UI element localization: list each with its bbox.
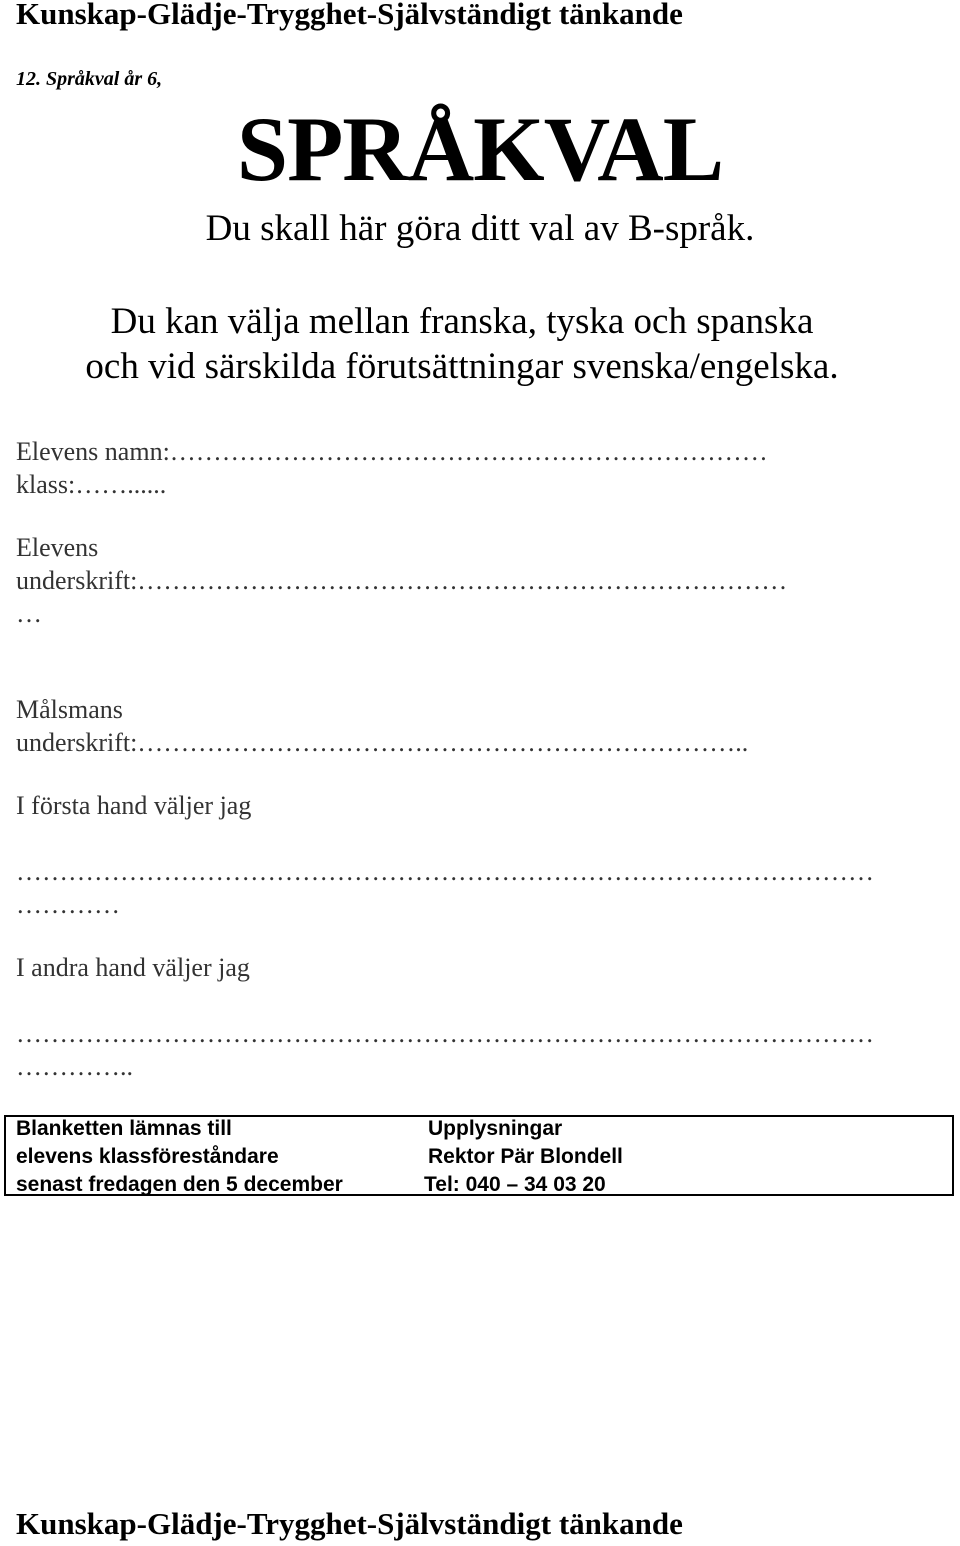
class-field[interactable]: klass:……......	[16, 470, 167, 499]
second-choice-field[interactable]: ………………………………………………………………………………………	[16, 1019, 874, 1048]
submit-info-line-1: Blanketten lämnas till	[16, 1117, 232, 1140]
student-signature-continuation: …	[16, 599, 42, 628]
submit-info-line-2: elevens klassföreståndare	[16, 1145, 279, 1168]
student-signature-label: Elevens	[16, 533, 99, 562]
second-choice-label: I andra hand väljer jag	[16, 953, 250, 982]
document-reference: 12. Språkval år 6,	[16, 68, 163, 90]
contact-info-line-1: Upplysningar	[428, 1117, 563, 1140]
motto-header: Kunskap-Glädje-Trygghet-Självständigt tänkande	[16, 0, 683, 31]
subtitle: Du skall här göra ditt val av B-språk.	[205, 208, 755, 249]
page-title: SPRÅKVAL	[236, 98, 724, 200]
contact-info-line-3: Tel: 040 – 34 03 20	[424, 1173, 606, 1196]
guardian-signature-label: Målsmans	[16, 695, 123, 724]
student-signature-field[interactable]: underskrift:…………………………………………………………………	[16, 566, 788, 595]
first-choice-label: I första hand väljer jag	[16, 791, 252, 820]
student-name-field[interactable]: Elevens namn:……………………………………………………………	[16, 437, 768, 466]
intro-line-1: Du kan välja mellan franska, tyska och spanska	[110, 301, 814, 342]
contact-info-line-2: Rektor Pär Blondell	[428, 1145, 623, 1168]
intro-line-2: och vid särskilda förutsättningar svenska/engelska.	[85, 346, 839, 387]
submit-info-line-3: senast fredagen den 5 december	[16, 1173, 343, 1196]
motto-footer: Kunskap-Glädje-Trygghet-Självständigt tänkande	[16, 1506, 683, 1541]
first-choice-continuation: …………	[16, 890, 120, 919]
guardian-signature-field[interactable]: underskrift:……………………………………………………………..	[16, 728, 749, 757]
second-choice-continuation: …………..	[16, 1052, 133, 1081]
first-choice-field[interactable]: ………………………………………………………………………………………	[16, 857, 874, 886]
